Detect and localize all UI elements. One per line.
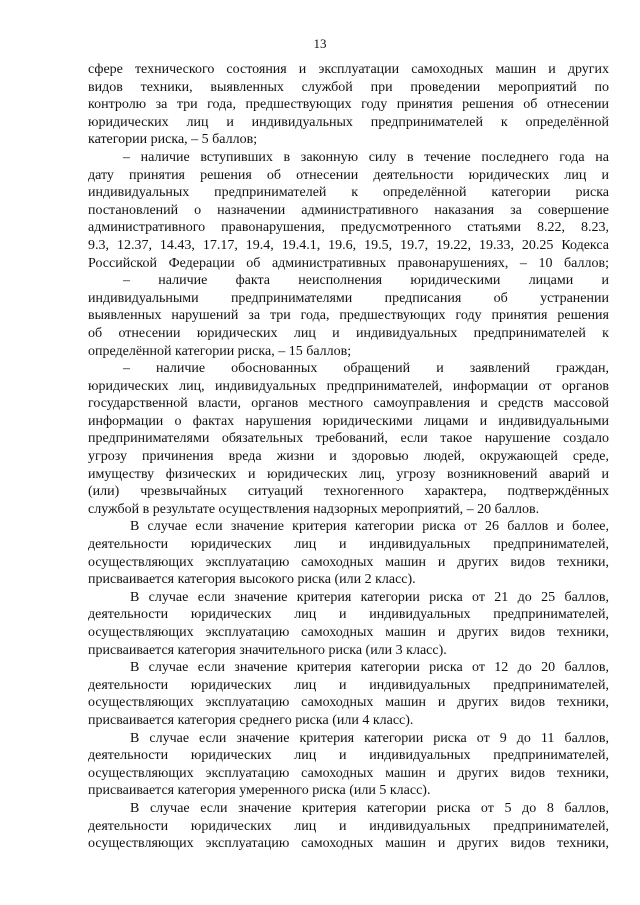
text-line: осуществляющих эксплуатацию самоходных машин и других видов техники, bbox=[88, 836, 609, 852]
text-line: информации о фактах нарушения юридическими лицами и индивидуальными bbox=[88, 413, 609, 429]
text-line: деятельности юридических лиц и индивидуальных предпринимателей, bbox=[88, 607, 609, 623]
text-line: деятельности юридических лиц и индивидуальных предпринимателей, bbox=[88, 537, 609, 553]
text-line: контролю за три года, предшествующих году принятия решения об отнесении bbox=[88, 97, 609, 113]
text-line: (или) чрезвычайных ситуаций техногенного характера, подтверждённых bbox=[88, 484, 609, 500]
text-line: осуществляющих эксплуатацию самоходных машин и других видов техники, bbox=[88, 765, 609, 781]
text-line: юридических лиц и индивидуальных предпринимателей к определённой bbox=[88, 114, 609, 130]
text-line: государственной власти, органов местного самоуправления и средств массовой bbox=[88, 396, 609, 412]
text-line: присваивается категория умеренного риска (или 5 класс). bbox=[88, 783, 431, 799]
text-line: административного правонарушения, предусмотренного статьями 8.22, 8.23, bbox=[88, 220, 609, 236]
text-line: присваивается категория высокого риска (или 2 класс). bbox=[88, 572, 416, 588]
text-line: – наличие обоснованных обращений и заявлений граждан, bbox=[123, 361, 609, 377]
text-line: В случае если значение критерия категории риска от 9 до 11 баллов, bbox=[130, 730, 609, 746]
text-line: В случае если значение критерия категории риска от 26 баллов и более, bbox=[130, 519, 609, 535]
text-line: В случае если значение критерия категории риска от 12 до 20 баллов, bbox=[130, 660, 609, 676]
page-number: 13 bbox=[313, 36, 327, 51]
text-line: выявленных нарушений за три года, предшествующих году принятия решения bbox=[88, 308, 609, 324]
text-line: В случае если значение критерия категории риска от 21 до 25 баллов, bbox=[130, 589, 609, 605]
text-line: службой в результате осуществления надзорных мероприятий, – 20 баллов. bbox=[88, 501, 540, 517]
text-line: присваивается категория среднего риска (или 4 класс). bbox=[88, 712, 414, 728]
document-body bbox=[88, 61, 609, 853]
text-line: деятельности юридических лиц и индивидуальных предпринимателей, bbox=[88, 677, 609, 693]
text-line: сфере технического состояния и эксплуатации самоходных машин и других bbox=[88, 62, 609, 77]
text-line: Российской Федерации об административных правонарушениях, – 10 баллов; bbox=[88, 255, 609, 271]
text-line: осуществляющих эксплуатацию самоходных машин и других видов техники, bbox=[88, 695, 609, 711]
text-line: индивидуальными предпринимателями предписания об устранении bbox=[88, 290, 609, 306]
text-line: угрозу причинения вреда жизни и здоровью людей, окружающей среде, bbox=[88, 449, 609, 465]
text-line: осуществляющих эксплуатацию самоходных машин и других видов техники, bbox=[88, 554, 609, 570]
text-line: определённой категории риска, – 15 баллов; bbox=[88, 343, 352, 359]
text-line: постановлений о назначении административного наказания за совершение bbox=[88, 202, 609, 218]
text-line: категории риска, – 5 баллов; bbox=[88, 132, 258, 148]
text-line: присваивается категория значительного риска (или 3 класс). bbox=[88, 642, 447, 658]
text-line: деятельности юридических лиц и индивидуальных предпринимателей, bbox=[88, 748, 609, 764]
text-line: деятельности юридических лиц и индивидуальных предпринимателей, bbox=[88, 818, 609, 834]
text-line: – наличие факта неисполнения юридическими лицами и bbox=[123, 273, 609, 289]
text-line: – наличие вступивших в законную силу в течение последнего года на bbox=[123, 149, 609, 165]
text-line: индивидуальных предпринимателей к определённой категории риска bbox=[88, 185, 609, 201]
text-line: 9.3, 12.37, 14.43, 17.17, 19.4, 19.4.1, 19.6, 19.5, 19.7, 19.22, 19.33, 20.25 Кодекса bbox=[88, 237, 609, 253]
text-line: предпринимателями обязательных требований, если такое нарушение создало bbox=[88, 431, 609, 447]
text-line: юридических лиц, индивидуальных предпринимателей, информации от органов bbox=[88, 378, 609, 394]
text-line: В случае если значение критерия категории риска от 5 до 8 баллов, bbox=[130, 800, 609, 816]
text-line: видов техники, выявленных службой при проведении мероприятий по bbox=[88, 79, 609, 95]
text-line: осуществляющих эксплуатацию самоходных машин и других видов техники, bbox=[88, 625, 609, 640]
text-line: дату принятия решения об отнесении деятельности юридических лиц и bbox=[88, 167, 609, 183]
text-line: имуществу физических и юридических лиц, угрозу возникновений аварий и bbox=[88, 466, 609, 482]
text-line: об отнесении юридических лиц и индивидуальных предпринимателей к bbox=[88, 325, 609, 341]
